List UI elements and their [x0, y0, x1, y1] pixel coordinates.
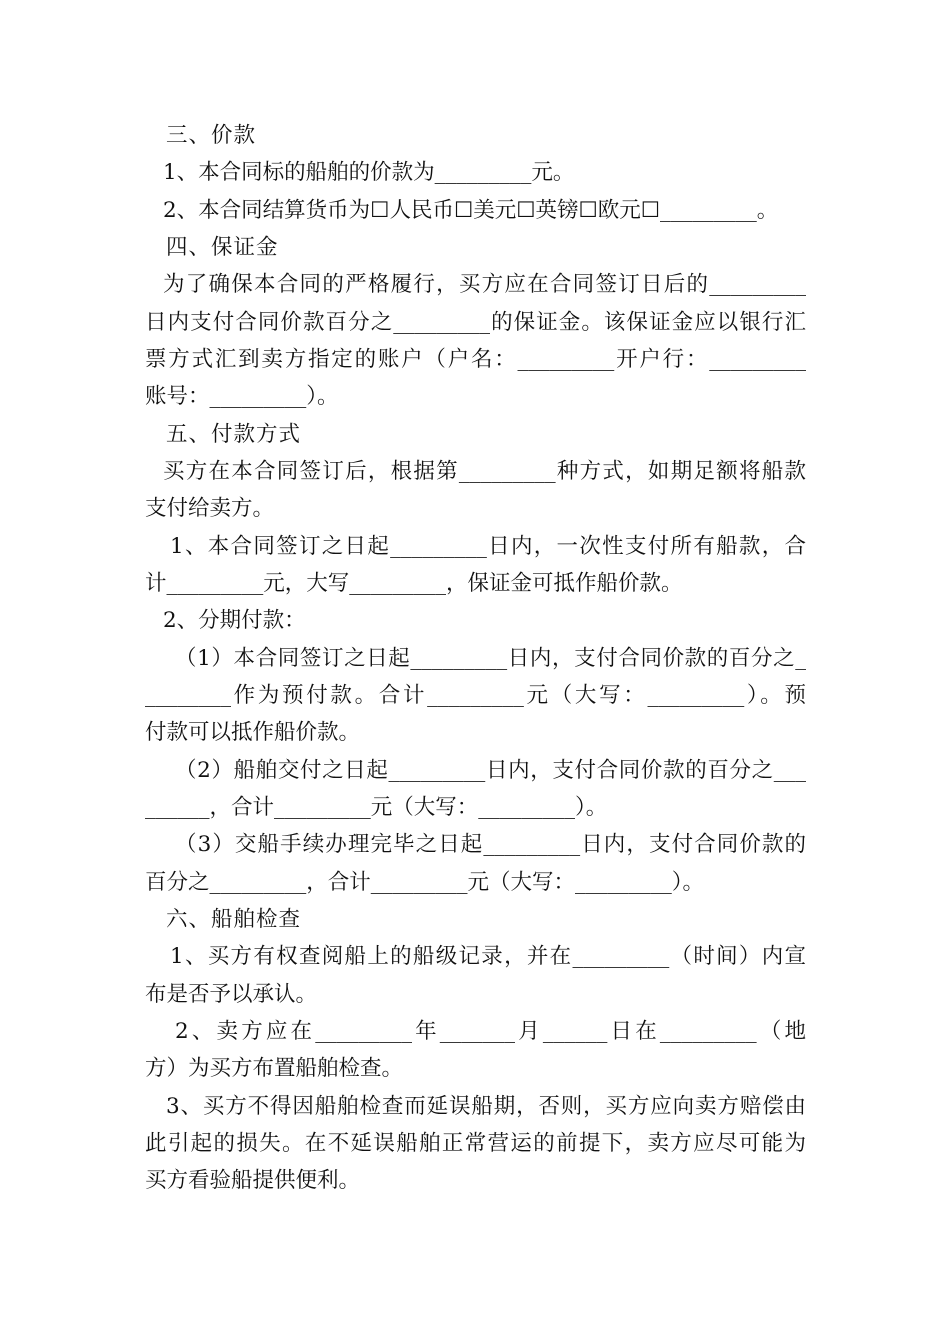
paragraph-line: 日内支付合同价款百分之_________的保证金。该保证金应以银行汇	[145, 310, 806, 335]
paragraph-line: 1、买方有权查阅船上的船级记录，并在_________（时间）内宣	[170, 944, 806, 969]
paragraph-line: ______，合计_________元（大写：_________）。	[145, 795, 608, 820]
section-heading-payment: 五、付款方式	[166, 422, 302, 447]
paragraph-line: 3、买方不得因船舶检查而延误船期，否则，买方应向卖方赔偿由	[166, 1094, 806, 1119]
paragraph-line: 买方看验船提供便利。	[145, 1168, 361, 1193]
paragraph-line: 1、本合同标的船舶的价款为_________元。	[163, 160, 575, 185]
paragraph-line: 方）为买方布置船舶检查。	[145, 1056, 404, 1081]
paragraph-line: 2、卖方应在_________年_______月______日在_________（地	[175, 1019, 806, 1044]
paragraph-line: 1、本合同签订之日起_________日内，一次性支付所有船款，合	[170, 534, 806, 559]
paragraph-line: 票方式汇到卖方指定的账户（户名：_________开户行：_________	[145, 347, 806, 372]
paragraph-line: 2、分期付款：	[163, 608, 306, 633]
paragraph-line: 此引起的损失。在不延误船舶正常营运的前提下，卖方应尽可能为	[145, 1131, 806, 1156]
paragraph-line: 2、本合同结算货币为☐人民币☐美元☐英镑☐欧元☐_________。	[163, 198, 779, 223]
section-heading-deposit: 四、保证金	[166, 235, 279, 260]
paragraph-line: （2）船舶交付之日起_________日内，支付合同价款的百分之___	[175, 758, 806, 783]
paragraph-line: 计_________元，大写_________，保证金可抵作船价款。	[145, 571, 683, 596]
paragraph-line: （3）交船手续办理完毕之日起_________日内，支付合同价款的	[175, 832, 806, 857]
paragraph-line: 支付给卖方。	[145, 496, 275, 521]
section-heading-inspection: 六、船舶检查	[166, 907, 302, 932]
paragraph-line: ________作为预付款。合计_________元（大写：_________）。预	[145, 683, 806, 708]
paragraph-line: 账号：_________）。	[145, 384, 339, 409]
paragraph-line: 付款可以抵作船价款。	[145, 720, 361, 745]
paragraph-line: 布是否予以承认。	[145, 982, 318, 1007]
paragraph-line: 买方在本合同签订后，根据第_________种方式，如期足额将船款	[163, 459, 806, 484]
section-heading-price: 三、价款	[166, 123, 257, 148]
paragraph-line: 百分之_________，合计_________元（大写：_________）。	[145, 870, 705, 895]
paragraph-line: 为了确保本合同的严格履行，买方应在合同签订日后的_________	[163, 272, 806, 297]
paragraph-line: （1）本合同签订之日起_________日内，支付合同价款的百分之_	[175, 646, 806, 671]
